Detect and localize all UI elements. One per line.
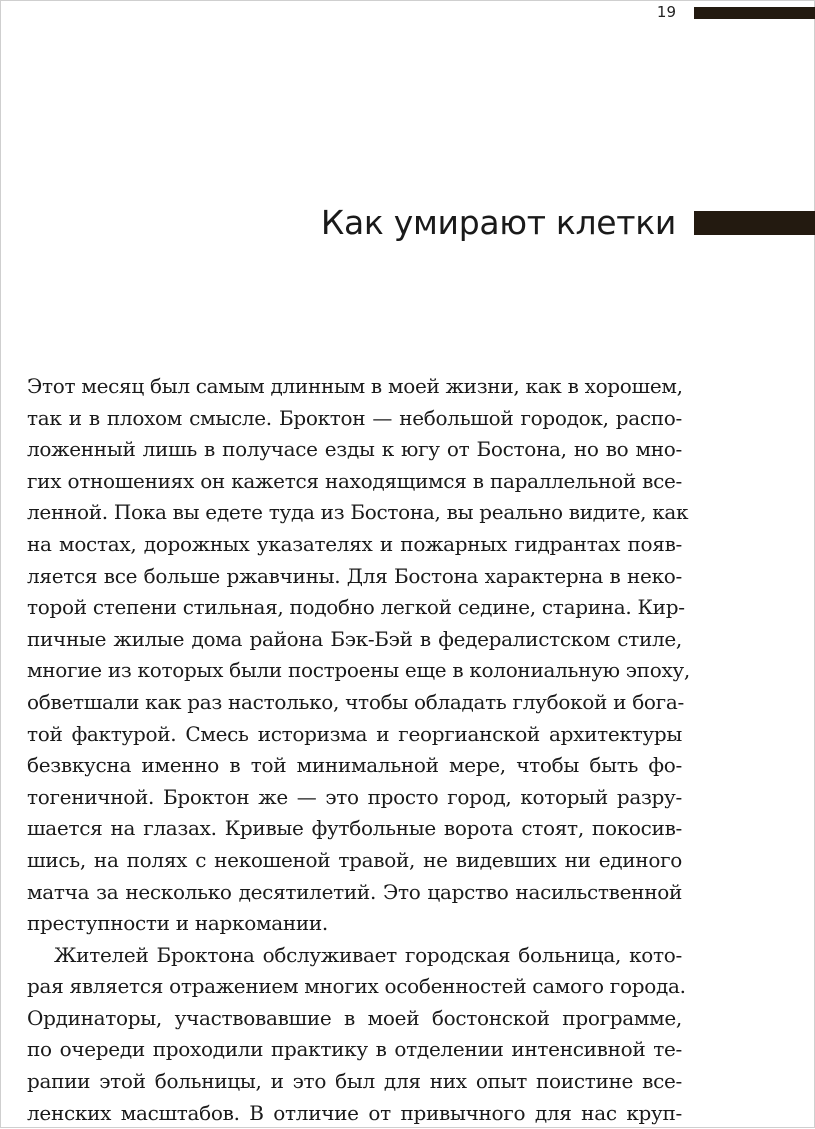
- text-line: матча за несколько десятилетий. Это царство насильственной: [27, 879, 682, 904]
- text-line: торой степени стильная, подобно легкой седине, старина. Кир-: [27, 595, 685, 620]
- text-line: на мостах, дорожных указателях и пожарных гидрантах появ-: [27, 531, 682, 556]
- text-line: по очереди проходили практику в отделении интенсивной те-: [27, 1037, 682, 1062]
- chapter-title: Как умирают клетки: [320, 203, 676, 242]
- title-accent-bar: [694, 211, 815, 235]
- text-line: безвкусна именно в той минимальной мере, чтобы быть фо-: [27, 753, 682, 778]
- text-line: пичные жилые дома района Бэк-Бэй в федералистском стиле,: [27, 626, 682, 651]
- text-line: Этот месяц был самым длинным в моей жизни, как в хорошем,: [27, 374, 683, 398]
- page-number: 19: [656, 3, 676, 21]
- text-line: так и в плохом смысле. Броктон — небольшой городок, распо-: [27, 405, 682, 430]
- body-text: [27, 371, 690, 1129]
- text-line: ляется все больше ржавчины. Для Бостона характерна в неко-: [27, 563, 682, 588]
- text-line: многие из которых были построены еще в колониальную эпоху,: [27, 658, 690, 683]
- text-line: обветшали как раз настолько, чтобы обладать глубокой и бога-: [27, 689, 684, 714]
- text-line: той фактурой. Смесь историзма и георгианской архитектуры: [27, 721, 682, 746]
- text-line: ленной. Пока вы едете туда из Бостона, вы реально видите, как: [27, 500, 689, 525]
- text-line: Ординаторы, участвовавшие в моей бостонской программе,: [27, 1005, 682, 1030]
- header-accent-bar: [694, 7, 815, 19]
- text-line: рапии этой больницы, и это был для них опыт поистине все-: [27, 1069, 682, 1094]
- text-line: гих отношениях он кажется находящимся в параллельной все-: [27, 468, 682, 493]
- text-line: шись, на полях с некошеной травой, не видевших ни единого: [27, 847, 682, 872]
- text-line: тогеничной. Броктон же — это просто город, который разру-: [27, 784, 682, 809]
- text-line: Жителей Броктона обслуживает городская больница, кото-: [54, 942, 682, 967]
- text-line: ложенный лишь в получасе езды к югу от Бостона, но во мно-: [27, 437, 682, 462]
- text-line: шается на глазах. Кривые футбольные ворота стоят, покосив-: [27, 816, 682, 841]
- text-line: рая является отражением многих особенностей самого города.: [27, 974, 686, 999]
- text-line: ленских масштабов. В отличие от привычного для нас круп-: [27, 1100, 682, 1125]
- text-line: преступности и наркомании.: [27, 911, 328, 936]
